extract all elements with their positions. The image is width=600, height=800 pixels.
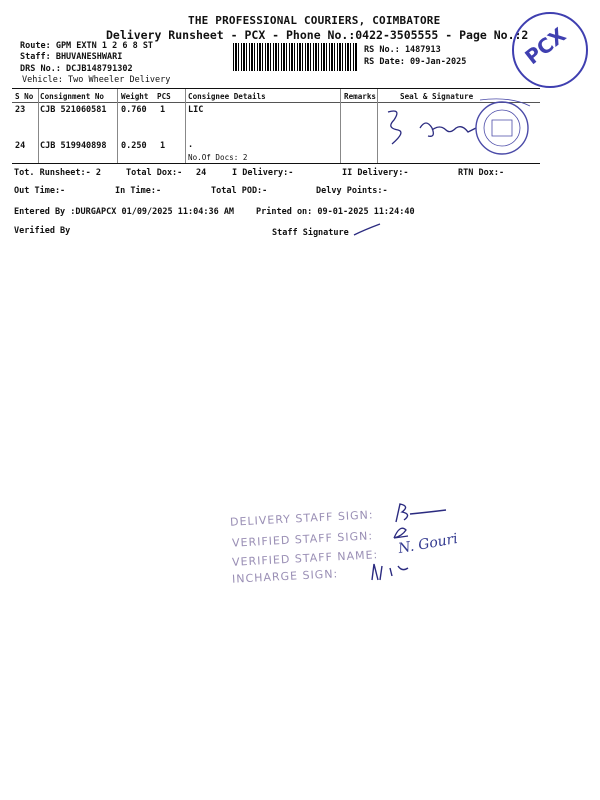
- drs-number: DRS No.: DCJB148791302: [20, 64, 133, 74]
- verified-staff-name-label: VERIFIED STAFF NAME:: [231, 548, 379, 569]
- incharge-signature: [368, 558, 418, 584]
- verified-staff-name-value: N. Gouri: [397, 530, 459, 558]
- col-header-signature: Seal & Signature: [400, 92, 474, 101]
- verified-staff-signature: [390, 522, 414, 542]
- total-pod: Total POD:-: [211, 186, 268, 196]
- runsheet-title: Delivery Runsheet - PCX - Phone No.:0422-3505555 - Page No.:2: [106, 28, 529, 42]
- total-dox-label: Total Dox:-: [126, 168, 183, 178]
- vehicle-label: Vehicle: Two Wheeler Delivery: [22, 75, 171, 85]
- table-row-consignment: CJB 519940898: [40, 141, 107, 151]
- col-divider: [38, 89, 39, 163]
- company-title: THE PROFESSIONAL COURIERS, COIMBATORE: [188, 14, 441, 27]
- delivery-staff-sign-label: DELIVERY STAFF SIGN:: [229, 508, 374, 529]
- staff-signature-mark: [352, 222, 382, 238]
- table-row-details: LIC: [188, 105, 204, 115]
- table-row-weight: 0.250: [121, 141, 147, 151]
- signature-seal: [380, 98, 540, 166]
- verified-by: Verified By: [14, 226, 71, 236]
- barcode: [233, 43, 357, 71]
- incharge-sign-label: INCHARGE SIGN:: [231, 567, 339, 586]
- printed-on: Printed on: 09-01-2025 11:24:40: [256, 207, 415, 217]
- in-time: In Time:-: [115, 186, 162, 196]
- rs-date: RS Date: 09-Jan-2025: [364, 57, 467, 67]
- route-label: Route: GPM EXTN 1 2 6 8 ST: [20, 41, 154, 51]
- col-header-remarks: Remarks: [344, 92, 377, 101]
- col-divider: [185, 89, 186, 163]
- table-row-sno: 23: [15, 105, 26, 115]
- table-row-consignment: CJB 521060581: [40, 105, 107, 115]
- col-header-consignee: Consignee Details: [188, 92, 266, 101]
- col-header-sno: S No: [15, 92, 34, 101]
- col-divider: [377, 89, 378, 163]
- staff-signature-label: Staff Signature: [272, 228, 349, 238]
- verified-staff-sign-label: VERIFIED STAFF SIGN:: [231, 529, 374, 550]
- total-dox-value: 24: [196, 168, 207, 178]
- table-row-weight: 0.760: [121, 105, 147, 115]
- table-row-pcs: 1: [160, 141, 166, 151]
- staff-label: Staff: BHUVANESHWARI: [20, 52, 123, 62]
- ii-delivery: II Delivery:-: [342, 168, 409, 178]
- pcx-stamp-text: PCX: [520, 22, 571, 70]
- col-header-weight: Weight: [121, 92, 149, 101]
- out-time: Out Time:-: [14, 186, 66, 196]
- delvy-points: Delvy Points:-: [316, 186, 388, 196]
- table-top-line: [12, 88, 540, 89]
- col-divider: [340, 89, 341, 163]
- col-header-pcs: PCS: [157, 92, 171, 101]
- docs-count: No.Of Docs: 2: [188, 153, 248, 162]
- table-row-details: .: [188, 140, 194, 150]
- rs-number: RS No.: 1487913: [364, 45, 441, 55]
- col-header-consignment: Consignment No: [40, 92, 105, 101]
- entered-by: Entered By :DURGAPCX 01/09/2025 11:04:36 AM: [14, 207, 235, 217]
- table-row-pcs: 1: [160, 105, 166, 115]
- rtn-dox: RTN Dox:-: [458, 168, 505, 178]
- i-delivery: I Delivery:-: [232, 168, 294, 178]
- table-row-sno: 24: [15, 141, 26, 151]
- col-divider: [117, 89, 118, 163]
- tot-runsheet: Tot. Runsheet:- 2: [14, 168, 101, 178]
